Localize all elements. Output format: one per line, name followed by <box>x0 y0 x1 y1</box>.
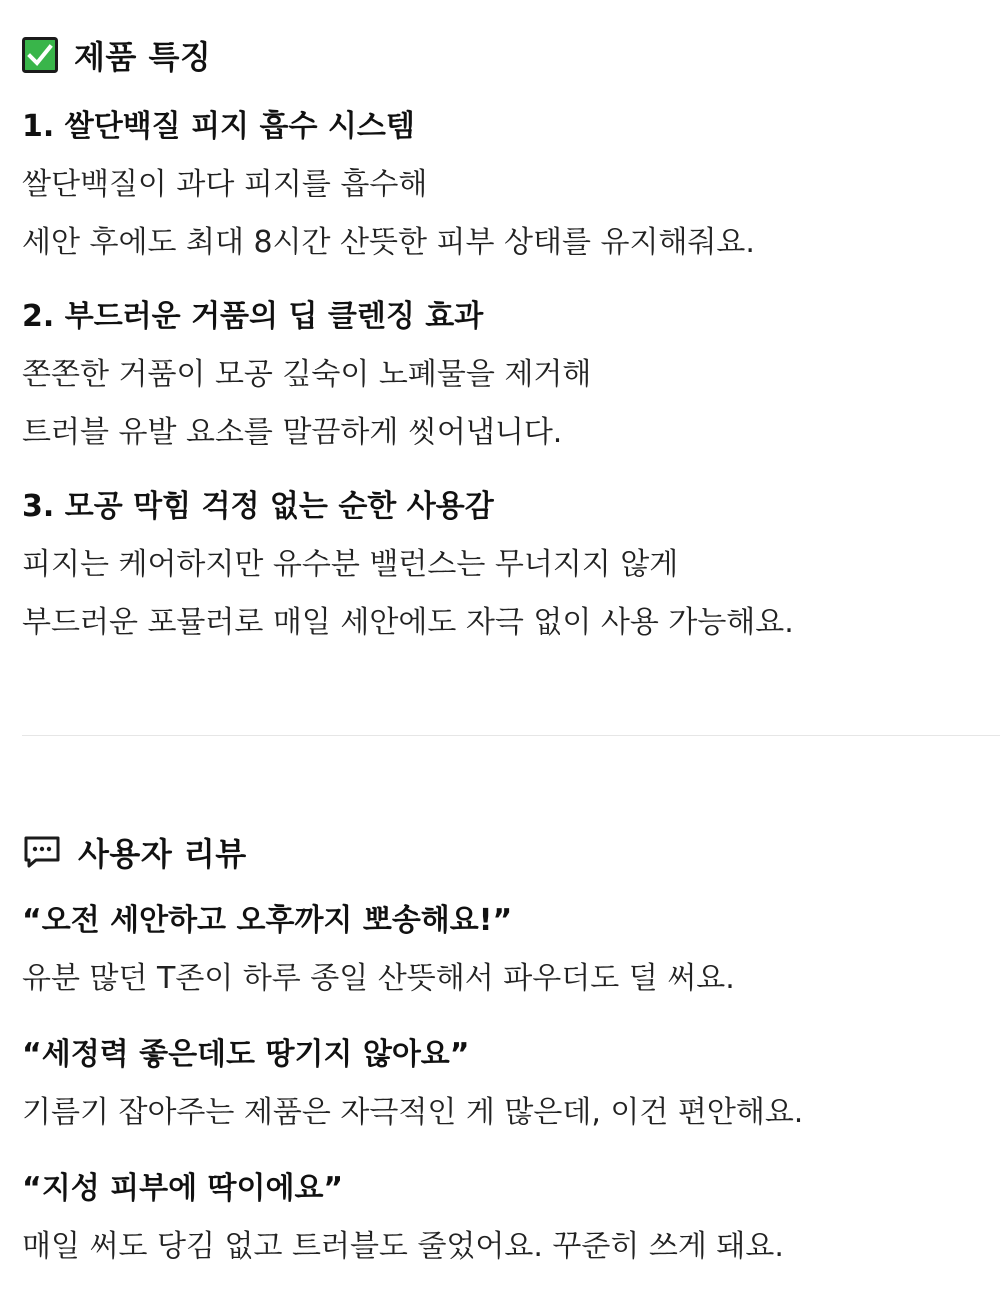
review-quote: “오전 세안하고 오후까지 뽀송해요!” <box>22 903 513 938</box>
checkmark-icon <box>22 37 58 73</box>
features-heading <box>22 32 211 78</box>
review-body: 유분 많던 T존이 하루 종일 산뜻해서 파우더도 덜 써요. <box>22 961 735 996</box>
feature-line: 세안 후에도 최대 8시간 산뜻한 피부 상태를 유지해줘요. <box>22 225 755 260</box>
feature-line: 쫀쫀한 거품이 모공 깊숙이 노폐물을 제거해 <box>22 357 592 392</box>
reviews-heading <box>22 829 247 875</box>
review-body: 기름기 잡아주는 제품은 자극적인 게 많은데, 이건 편안해요. <box>22 1095 804 1130</box>
feature-title: 1. 쌀단백질 피지 흡수 시스템 <box>22 109 415 144</box>
feature-title: 3. 모공 막힘 걱정 없는 순한 사용감 <box>22 489 494 524</box>
feature-title: 2. 부드러운 거품의 딥 클렌징 효과 <box>22 299 484 334</box>
feature-item-3 <box>22 486 982 644</box>
review-quote: “세정력 좋은데도 땅기지 않아요” <box>22 1037 470 1072</box>
feature-line: 부드러운 포뮬러로 매일 세안에도 자극 없이 사용 가능해요. <box>22 605 794 640</box>
section-divider <box>22 735 1000 736</box>
review-item-3 <box>22 1168 982 1268</box>
review-item-2 <box>22 1034 982 1134</box>
feature-line: 피지는 케어하지만 유수분 밸런스는 무너지지 않게 <box>22 547 679 582</box>
feature-line: 트러블 유발 요소를 말끔하게 씻어냅니다. <box>22 415 563 450</box>
features-heading-label: 제품 특징 <box>74 38 212 76</box>
feature-line: 쌀단백질이 과다 피지를 흡수해 <box>22 167 428 202</box>
review-quote: “지성 피부에 딱이에요” <box>22 1171 344 1206</box>
feature-item-1 <box>22 106 982 264</box>
review-item-1 <box>22 900 982 1000</box>
speech-bubble-icon <box>22 834 62 870</box>
feature-item-2 <box>22 296 982 454</box>
reviews-heading-label: 사용자 리뷰 <box>78 835 247 873</box>
review-body: 매일 써도 당김 없고 트러블도 줄었어요. 꾸준히 쓰게 돼요. <box>22 1229 784 1264</box>
